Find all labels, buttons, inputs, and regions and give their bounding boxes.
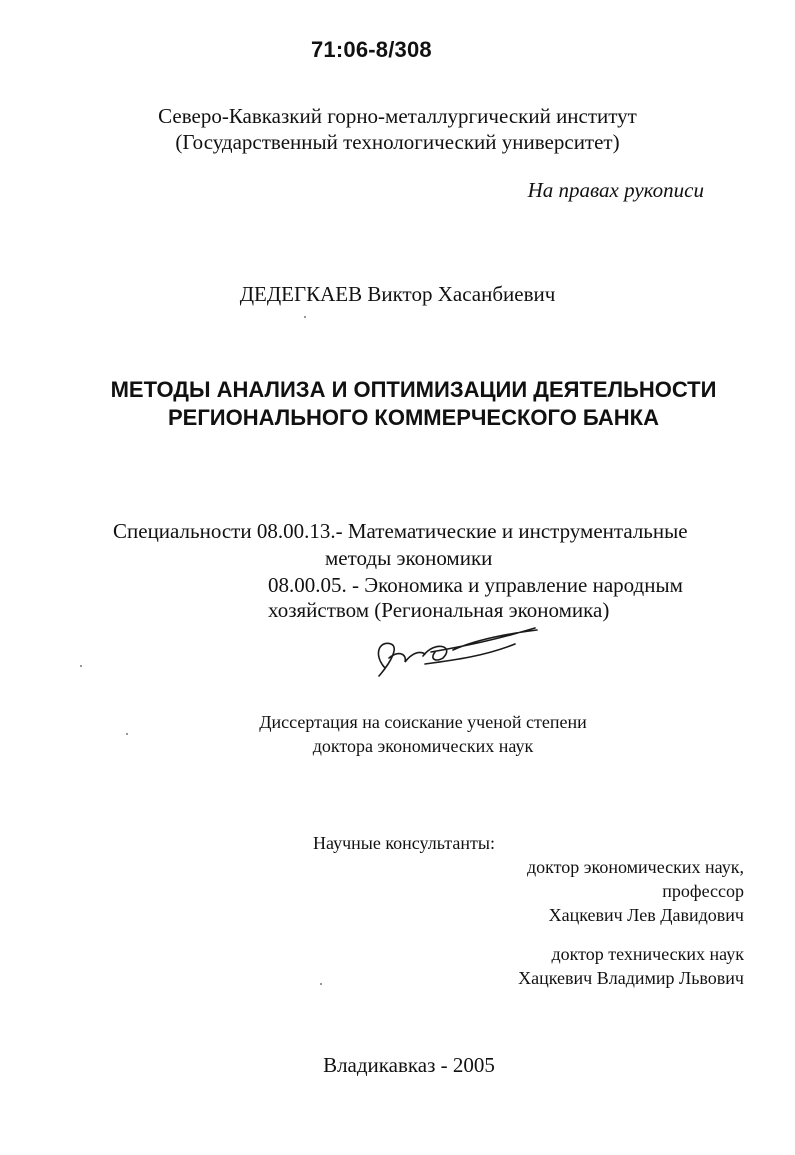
advisor-1-rank: профессор: [662, 881, 744, 901]
thesis-title-line-1: МЕТОДЫ АНАЛИЗА И ОПТИМИЗАЦИИ ДЕЯТЕЛЬНОСТИ: [110, 377, 717, 402]
advisor-1-degree: доктор экономических наук,: [527, 857, 744, 877]
scan-speck: [80, 665, 82, 667]
advisor-2-degree: доктор технических наук: [551, 944, 744, 964]
dissertation-degree: доктора экономических наук: [312, 736, 534, 756]
specialty-line-1: Специальности 08.00.13.- Математические и инструментальные: [113, 519, 688, 543]
advisor-1-name: Хацкевич Лев Давидович: [548, 905, 744, 925]
scan-speck: [320, 983, 322, 985]
scan-speck: [304, 316, 306, 318]
institution-name: Северо-Кавказкий горно-металлургический институт: [158, 104, 637, 128]
specialty-line-2: методы экономики: [325, 546, 493, 570]
dissertation-statement: Диссертация на соискание ученой степени: [259, 712, 587, 732]
advisors-label: Научные консультанты:: [313, 833, 495, 853]
institution-subtitle: (Государственный технологический университет): [175, 130, 620, 154]
scan-speck: [126, 733, 128, 735]
city-and-year: Владикавказ - 2005: [323, 1053, 495, 1077]
archive-code: 71:06-8/308: [311, 37, 432, 62]
thesis-title-line-2: РЕГИОНАЛЬНОГО КОММЕРЧЕСКОГО БАНКА: [167, 405, 659, 430]
specialty-line-3: 08.00.05. - Экономика и управление народным: [268, 573, 683, 597]
signature-icon: [365, 610, 540, 690]
author-name: ДЕДЕГКАЕВ Виктор Хасанбиевич: [239, 282, 556, 306]
advisor-2-name: Хацкевич Владимир Львович: [518, 968, 744, 988]
manuscript-rights-note: На правах рукописи: [527, 178, 704, 202]
specialty-line-4: хозяйством (Региональная экономика): [268, 598, 610, 622]
